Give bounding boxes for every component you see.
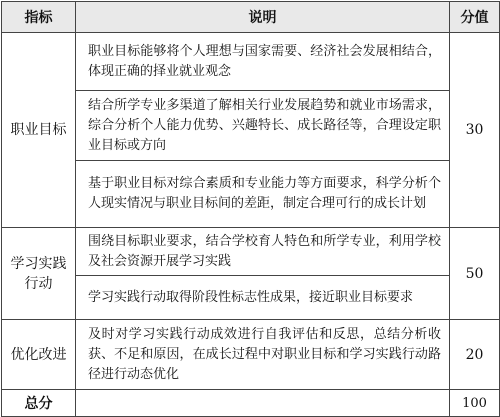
description-cell: 职业目标能够将个人理想与国家需要、经济社会发展相结合，体现正确的择业就业观念	[76, 33, 450, 91]
table-row	[2, 276, 500, 320]
table-row	[2, 33, 500, 91]
header-score: 分值	[450, 2, 500, 33]
score-optimize: 20	[450, 320, 500, 390]
table-row	[2, 320, 500, 390]
description-cell: 围绕目标职业要求，结合学校育人特色和所学专业，利用学校及社会资源开展学习实践	[76, 228, 450, 276]
header-row	[2, 2, 500, 33]
total-label: 总分	[2, 390, 76, 417]
total-score: 100	[450, 390, 500, 417]
indicator-practice	[2, 228, 76, 320]
description-cell: 及时对学习实践行动成效进行自我评估和反思，总结分析收获、不足和原因，在成长过程中对职业目标和学习实践行动路径进行动态优化	[76, 320, 450, 390]
description-cell: 基于职业目标对综合素质和专业能力等方面要求，科学分析个人现实情况与职业目标间的差距，制定合理可行的成长计划	[76, 161, 450, 228]
table-row	[2, 91, 500, 161]
header-indicator: 指标	[2, 2, 76, 33]
score-career-goal: 30	[450, 33, 500, 228]
total-blank-cell	[76, 390, 450, 417]
description-cell: 学习实践行动取得阶段性标志性成果，接近职业目标要求	[76, 276, 450, 320]
total-row	[2, 390, 500, 417]
table-row	[2, 161, 500, 228]
score-practice: 50	[450, 228, 500, 320]
scoring-table	[1, 1, 500, 417]
indicator-practice-label: 学习实践行动	[10, 255, 67, 292]
indicator-optimize: 优化改进	[2, 320, 76, 390]
header-description: 说明	[76, 2, 450, 33]
indicator-career-goal: 职业目标	[2, 33, 76, 228]
description-cell: 结合所学专业多渠道了解相关行业发展趋势和就业市场需求，综合分析个人能力优势、兴趣特长、成长路径等，合理设定职业目标或方向	[76, 91, 450, 161]
table-row	[2, 228, 500, 276]
